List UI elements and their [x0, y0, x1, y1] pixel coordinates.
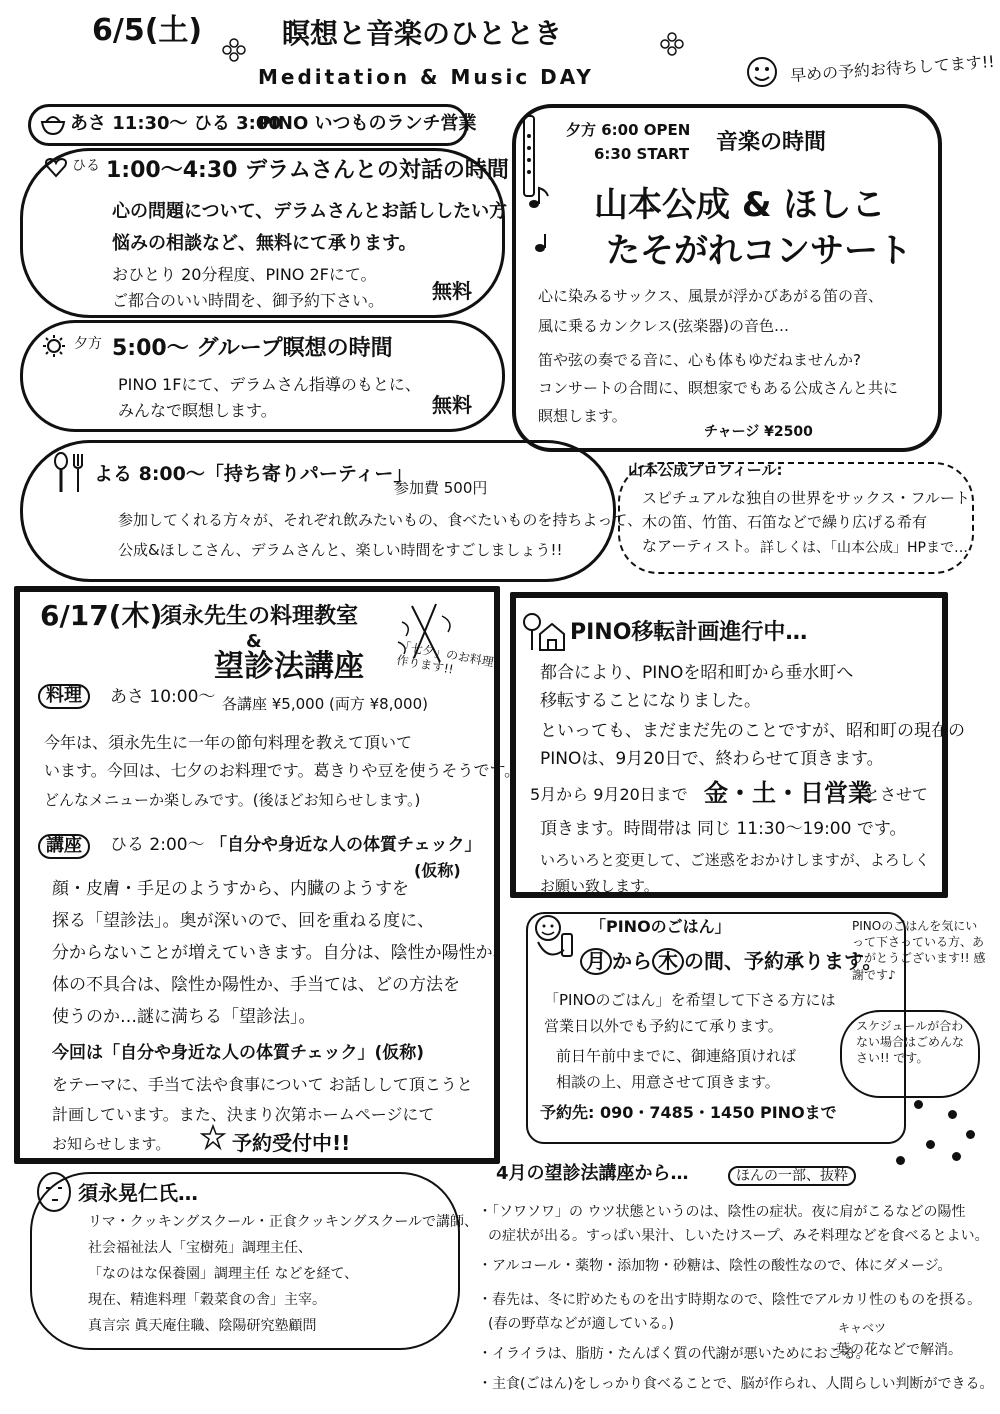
kouza-line: をテーマに、手当て法や食事について お話しして頂こうと [52, 1075, 473, 1094]
concert-section [512, 104, 942, 452]
relocation-title: PINO移転計画進行中… [570, 620, 808, 645]
concert-start: 6:30 START [594, 145, 690, 163]
ryouri-line: 今年は、須永先生に一年の節句料理を教えて頂いて [44, 733, 413, 752]
kouza-line: 使うのか…謎に満ちる「望診法」。 [52, 1007, 316, 1027]
talk-line: 心の問題について、デラムさんとお話ししたい方 [112, 201, 508, 222]
relocation-line: といっても、まだまだ先のことですが、昭和町の現在の [540, 721, 965, 741]
excerpt-title: 4月の望診法講座から… [496, 1163, 689, 1184]
relocation-days: 金・土・日営業 [704, 779, 872, 807]
kouza-line: 体の不具合は、陰性か陽性か、手当ては、どの方法を [52, 975, 460, 995]
kouza-line: 探る「望診法」。奥が深いので、回を重ねる度に、 [52, 911, 435, 931]
excerpt-note: キャベツ [838, 1321, 887, 1335]
gohan-days: 月 から 木 の間、予約承ります。 [580, 948, 882, 975]
concert-line: 瞑想します。 [538, 407, 627, 425]
excerpt-bullet: ・「ソワソワ」の ウツ状態というのは、陰性の症状。夜に肩がこるなどの陽性 [478, 1204, 966, 1220]
excerpt-bullet: ・春先は、冬に貯めたものを出す時期なので、陰性でアルカリ性のものを摂る。 [478, 1292, 982, 1308]
kouza-kasho: (仮称) [414, 861, 461, 880]
group-label: 夕方 [74, 336, 102, 352]
kouza-tag: 講座 [38, 834, 90, 859]
concert-line: 笛や弦の奏でる音に、心も体もゆだねませんか? [538, 351, 861, 369]
music-note-icon [524, 186, 580, 256]
sunaga-title: 須永晃仁氏… [78, 1181, 198, 1205]
kouza-time: ひる 2:00〜 [110, 835, 205, 855]
sun-doodle-icon [42, 334, 66, 358]
kouza-line: お知らせします。 [52, 1135, 171, 1153]
cooking-price: 各講座 ¥5,000 (両方 ¥8,000) [222, 695, 428, 713]
concert-line: コンサートの合間に、瞑想家でもある公成さんと共に [538, 379, 899, 397]
page-title-en: Meditation & Music DAY [258, 65, 594, 89]
excerpt-bullet: ・アルコール・薬物・添加物・砂糖は、陰性の酸性なので、体にダメージ。 [478, 1258, 952, 1274]
ryouri-tag: 料理 [38, 684, 90, 709]
tanabata-note: 「七夕」のお料理作ります!! [395, 639, 495, 677]
relocation-line: いろいろと変更して、ご迷惑をおかけしますが、よろしく [540, 851, 930, 869]
concert-subtitle: たそがれコンサート [606, 231, 912, 271]
kouza-title: 「自分や身近な人の体質チェック」 [210, 835, 482, 855]
kouza-line: 分からないことが増えていきます。自分は、陰性か陽性か、 [52, 943, 510, 963]
relocation-line: PINOは、9月20日で、終わらせて頂きます。 [540, 749, 884, 769]
talk-line: おひとり 20分程度、PINO 2Fにて。 [112, 265, 377, 284]
party-line: 参加してくれる方々が、それぞれ飲みたいもの、食べたいものを持ちよって、 [118, 511, 643, 529]
talk-line: ご都合のいい時間を、御予約下さい。 [112, 291, 385, 310]
cooking-date: 6/17(木) [40, 599, 163, 632]
concert-open: 夕方 6:00 OPEN [566, 121, 691, 139]
concert-title: 山本公成 & ほしこ [594, 185, 886, 225]
kouza-line: 顔・皮膚・手足のようすから、内臓のようすを [52, 879, 409, 899]
gohan-line: 営業日以外でも予約にて承ります。 [544, 1017, 783, 1035]
relocation-line: 頂きます。時間帯は 同じ 11:30〜19:00 です。 [540, 819, 907, 839]
concert-heading: 音楽の時間 [716, 130, 827, 155]
party-fee: 参加費 500円 [394, 479, 488, 497]
accepting-reservations: 予約受付中!! [232, 1131, 351, 1155]
ryouri-line: います。今回は、七夕のお料理です。葛きりや豆を使うそうです。 [44, 761, 521, 780]
event-date: 6/5(土) [92, 13, 203, 48]
group-title: 5:00〜 グループ瞑想の時間 [112, 336, 393, 361]
gohan-contact: 予約先: 090・7485・1450 PINOまで [540, 1103, 837, 1122]
flower-doodle-icon [660, 32, 684, 56]
profile-line: 木の笛、竹笛、石笛などで繰り広げる希有 [642, 513, 928, 531]
concert-line: 風に乗るカンクレス(弦楽器)の音色… [538, 317, 789, 335]
ryouri-line: どんなメニューか楽しみです。(後ほどお知らせします。) [44, 791, 421, 809]
decorative-dot [966, 1130, 975, 1139]
person-doodle-icon [200, 1124, 226, 1154]
decorative-dot [952, 1152, 961, 1161]
lunch-time: あさ 11:30〜 ひる 3:00 [70, 113, 281, 134]
excerpt-bullet: の症状が出る。すっぱい果汁、しいたけスープ、みそ料理などを食べるとよい。 [488, 1228, 989, 1244]
profile-more: 詳しくは、「山本公成」HPまで… [760, 540, 968, 556]
smiley-face-icon [745, 50, 779, 90]
sunaga-line: 現在、精進料理「穀菜食の舎」主宰。 [88, 1292, 326, 1308]
house-tree-icon [522, 612, 566, 652]
phone-person-icon [530, 912, 578, 968]
cooking-amp: & [246, 631, 262, 652]
profile-title: 山本公成プロフィール: [628, 461, 783, 479]
schedule-note: スケジュールが合わない場合はごめんなさい!! です。 [856, 1019, 965, 1066]
group-line: みんなで瞑想します。 [118, 401, 277, 420]
talk-title: 1:00〜4:30 デラムさんとの対話の時間 [106, 158, 509, 183]
cooking-title: 須永先生の料理教室 [160, 604, 359, 629]
decorative-dot [926, 1140, 935, 1149]
cooking-title-2: 望診法講座 [214, 649, 364, 684]
excerpt-bullet: ・主食(ごはん)をしっかり食べることで、脳が作られ、人間らしい判断ができる。 [478, 1376, 994, 1392]
gohan-line: 相談の上、用意させて頂きます。 [556, 1073, 780, 1091]
heart-icon [44, 156, 68, 178]
gohan-title: 「PINOのごはん」 [590, 917, 731, 936]
kouza-line: 計画しています。また、決まり次第ホームページにて [52, 1105, 435, 1124]
concert-charge: チャージ ¥2500 [704, 424, 813, 440]
talk-label: ひる [72, 158, 100, 174]
lunch-text: PINO いつものランチ営業 [258, 113, 477, 134]
relocation-line: 都合により、PINOを昭和町から垂水町へ [540, 663, 854, 683]
flower-doodle-icon [222, 38, 246, 62]
excerpt-bullet: ・イライラは、脂肪・たんぱく質の代謝が悪いためにおこる。 [478, 1346, 870, 1362]
sunaga-line: 社会福祉法人「宝樹苑」調理主任、 [88, 1240, 312, 1256]
sunaga-line: 真言宗 眞天庵住職、陰陽研究塾顧問 [88, 1318, 317, 1334]
page-title: 瞑想と音楽のひととき [282, 17, 563, 50]
party-line: 公成&ほしこさん、デラムさんと、楽しい時間をすごしましょう!! [118, 541, 563, 559]
sunaga-line: 「なのはな保養園」調理主任 などを経て、 [88, 1266, 359, 1282]
decorative-dot [914, 1100, 923, 1109]
gohan-line: 「PINOのごはん」を希望して下さる方には [544, 991, 836, 1009]
gohan-line: 前日午前中までに、御連絡頂ければ [556, 1047, 797, 1065]
profile-line: スピチュアルな独自の世界をサックス・フルート [642, 489, 970, 507]
relocation-line: 5月から 9月20日まで [530, 785, 688, 804]
talk-fee: 無料 [432, 279, 472, 303]
talk-line: 悩みの相談など、無料にて承ります。 [112, 233, 417, 254]
decorative-dot [948, 1110, 957, 1119]
sunaga-line: リマ・クッキングスクール・正食クッキングスクールで講師、 [88, 1214, 479, 1230]
ryouri-time: あさ 10:00〜 [110, 687, 216, 707]
party-title: よる 8:00〜「持ち寄りパーティー」 [94, 463, 413, 485]
gohan-thanks-note: PINOのごはんを気にいって下さっている方、ありがとうございます!! 感謝です♪ [852, 919, 986, 982]
early-booking-note: 早めの予約お待ちしてます!! [789, 51, 996, 86]
kouza-line: 今回は「自分や身近な人の体質チェック」(仮称) [52, 1043, 425, 1063]
relocation-line: お願い致します。 [540, 877, 659, 895]
concert-line: 心に染みるサックス、風景が浮かびあがる笛の音、 [538, 287, 884, 305]
face-doodle-icon [34, 1170, 74, 1214]
excerpt-tag: ほんの一部、抜粋 [728, 1166, 856, 1186]
group-fee: 無料 [432, 393, 472, 417]
excerpt-bullet: (春の野草などが適している。) [488, 1316, 674, 1332]
group-line: PINO 1Fにて、デラムさん指導のもとに、 [118, 375, 421, 394]
excerpt-bullet: 葉の花などで解消。 [836, 1342, 962, 1358]
fork-spoon-icon [52, 452, 86, 494]
rice-bowl-icon [40, 112, 66, 136]
relocation-line: とさせて [864, 785, 929, 804]
profile-line: なアーティスト。 [642, 537, 760, 555]
decorative-dot [896, 1156, 905, 1165]
relocation-line: 移転することになりました。 [540, 691, 761, 711]
